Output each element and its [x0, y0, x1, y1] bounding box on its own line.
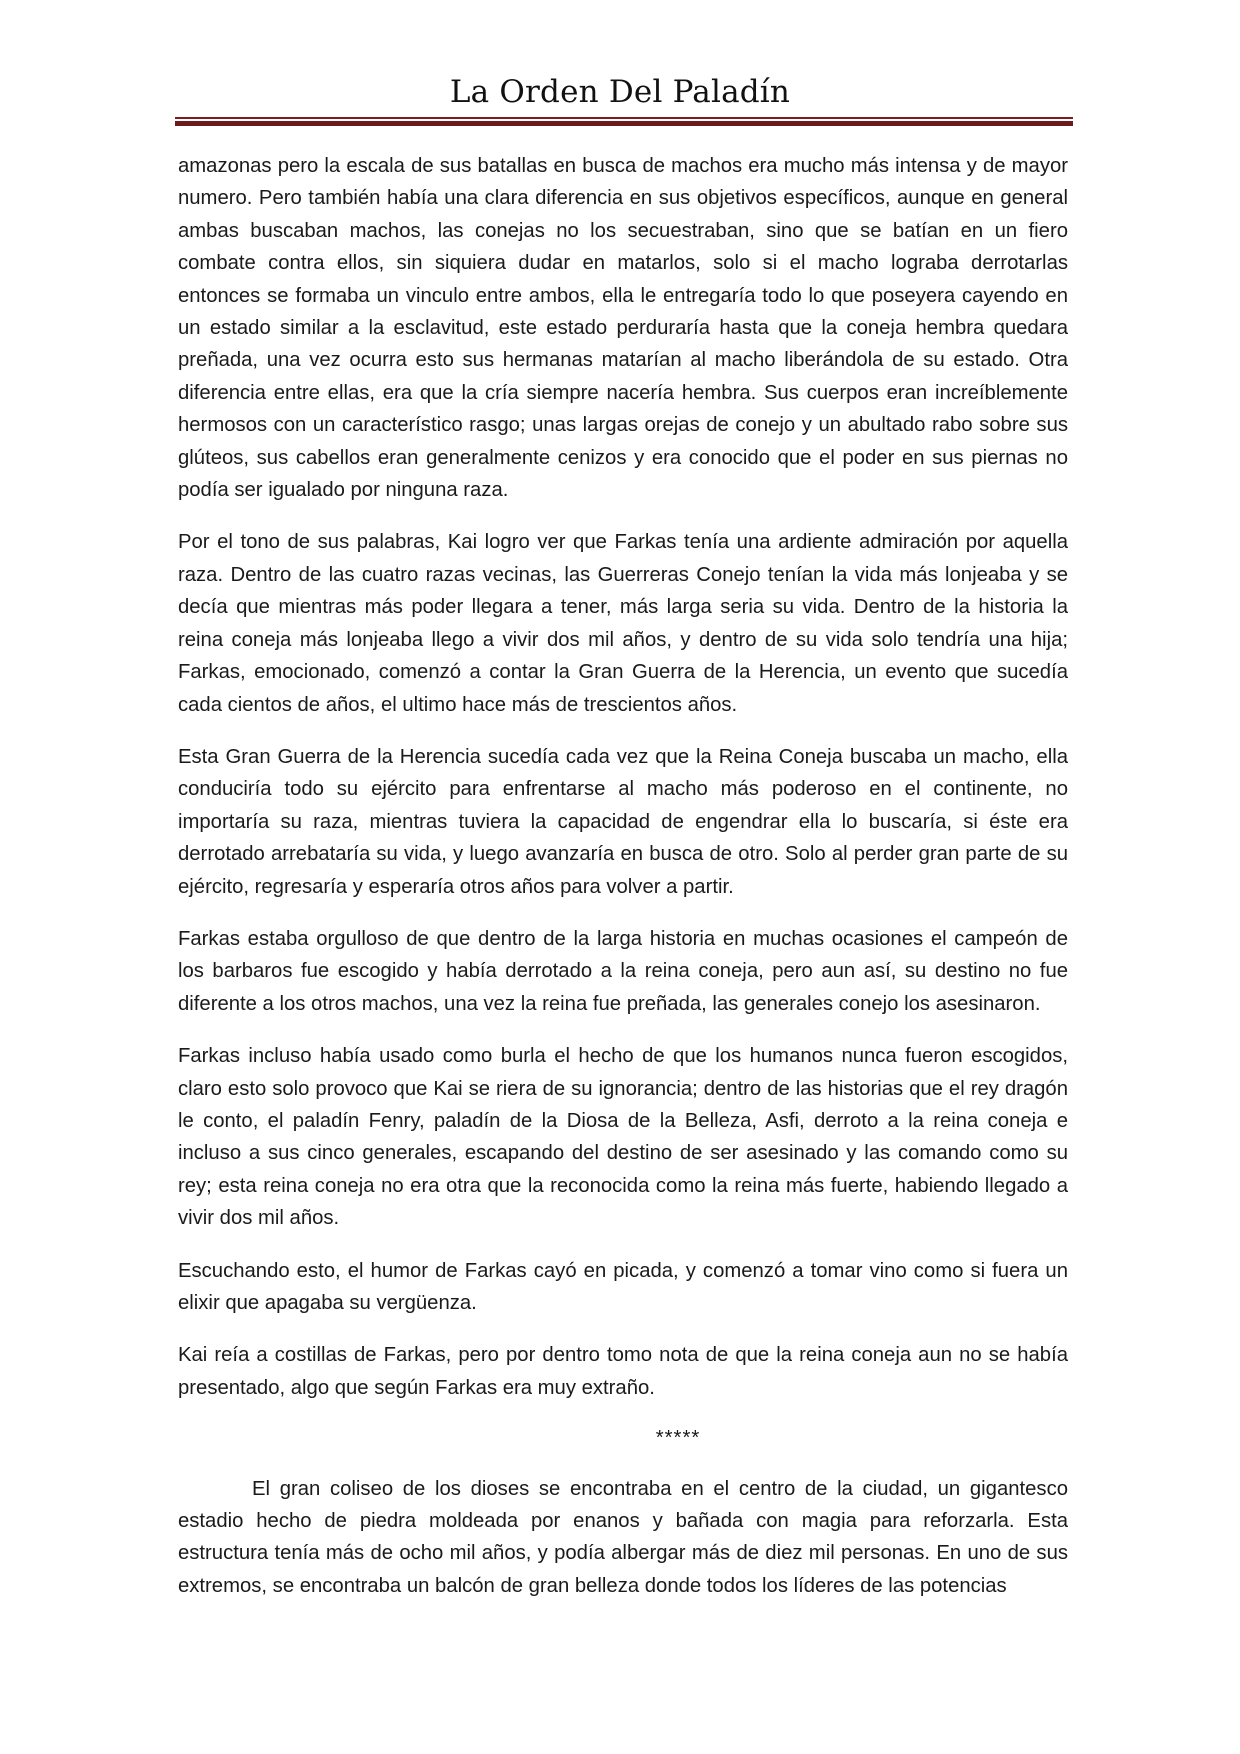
paragraph-2: Por el tono de sus palabras, Kai logro ver que Farkas tenía una ardiente admiración por aquella raza. Dentro de las cuatro razas vecinas, las Guerreras Conejo tenían la vida más lonjeaba y se decía que mientras más poder llegara a tener, más larga seria su vida. Dentro de la historia la reina coneja más lonjeaba llego a vivir dos mil años, y dentro de su vida solo tendría una hija; Farkas, emocionado, comenzó a contar la Gran Guerra de la Herencia, un evento que sucedía cada cientos de años, el ultimo hace más de trescientos años.: [178, 531, 1068, 716]
paragraph-8: El gran coliseo de los dioses se encontraba en el centro de la ciudad, un gigantesco estadio hecho de piedra moldeada por enanos y bañada con magia para reforzarla. Esta estructura tenía más de ocho mil años, y podía albergar más de diez mil personas. En uno de sus extremos, se encontraba un balcón de gran belleza donde todos los líderes de las potencias: [178, 1477, 1068, 1597]
header-rule-thin: [175, 117, 1073, 119]
paragraph-7: Kai reía a costillas de Farkas, pero por dentro tomo nota de que la reina coneja aun no se había presentado, algo que según Farkas era muy extraño.: [178, 1344, 1068, 1399]
paragraph-5: Farkas incluso había usado como burla el hecho de que los humanos nunca fueron escogidos, claro esto solo provoco que Kai se riera de su ignorancia; dentro de las historias que el rey dragón le conto, el paladín Fenry, paladín de la Diosa de la Belleza, Asfi, derroto a la reina coneja e incluso a sus cinco generales, escapando del destino de ser asesinado y las comando como su rey; esta reina coneja no era otra que la reconocida como la reina más fuerte, habiendo llegado a vivir dos mil años.: [178, 1045, 1068, 1230]
paragraph-6: Escuchando esto, el humor de Farkas cayó en picada, y comenzó a tomar vino como si fuera un elixir que apagaba su vergüenza.: [178, 1259, 1068, 1314]
paragraph-1: amazonas pero la escala de sus batallas en busca de machos era mucho más intensa y de mayor numero. Pero también había una clara diferencia en sus objetivos específicos, aunque en general ambas buscaban machos, las conejas no los secuestraban, sino que se batían en un fiero combate contra ellos, sin siquiera dudar en matarlos, solo si el macho lograba derrotarlas entonces se formaba un vinculo entre ambos, ella le entregaría todo lo que poseyera cayendo en un estado similar a la esclavitud, este estado perduraría hasta que la coneja hembra quedara preñada, una vez ocurra esto sus hermanas matarían al macho liberándola de su estado. Otra diferencia entre ellas, era que la cría siempre nacería hembra. Sus cuerpos eran increíblemente hermosos con un característico rasgo; unas largas orejas de conejo y un abultado rabo sobre sus glúteos, sus cabellos eran generalmente cenizos y era conocido que el poder en sus piernas no podía ser igualado por ninguna raza.: [178, 155, 1068, 502]
header-rule-thick: [175, 121, 1073, 126]
scene-separator: *****: [655, 1427, 701, 1450]
body-text: [178, 150, 1068, 1622]
paragraph-3: Esta Gran Guerra de la Herencia sucedía cada vez que la Reina Coneja buscaba un macho, ella conduciría todo su ejército para enfrentarse al macho más poderoso en el continente, no importaría su raza, mientras tuviera la capacidad de engendrar ella lo buscaría, si éste era derrotado arrebataría su vida, y luego avanzaría en busca de otro. Solo al perder gran parte de su ejército, regresaría y esperaría otros años para volver a partir.: [178, 745, 1068, 898]
paragraph-4: Farkas estaba orgulloso de que dentro de la larga historia en muchas ocasiones el campeón de los barbaros fue escogido y había derrotado a la reina coneja, pero aun así, su destino no fue diferente a los otros machos, una vez la reina fue preñada, las generales conejo los asesinaron.: [178, 927, 1068, 1015]
page-header-title: La Orden Del Paladín: [449, 74, 791, 110]
